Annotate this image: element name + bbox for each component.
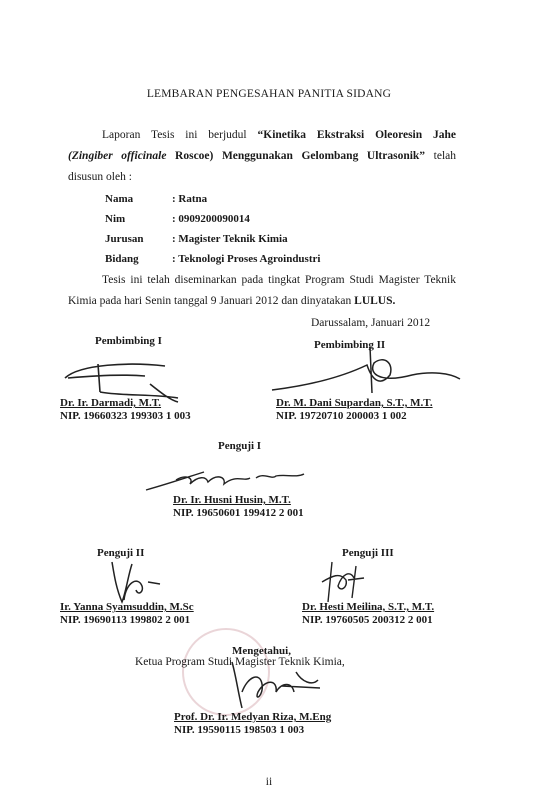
pembimbing1-role: Pembimbing I [95,335,162,347]
signature-ketua [222,652,322,714]
page-title: LEMBARAN PENGESAHAN PANITIA SIDANG [146,88,392,100]
signature-pembimbing2 [272,345,462,400]
pembimbing2-role: Pembimbing II [314,339,386,351]
pembimbing1-nip: NIP. 19660323 199303 1 003 [60,410,191,422]
penguji2-nip: NIP. 19690113 199802 2 001 [60,614,191,626]
statement-line-1 [68,270,456,291]
penguji2-role: Penguji II [97,547,145,559]
thesis-title-part2: Roscoe) Menggunakan Gelombang Ultrasonik” [175,150,426,162]
info-label-jurusan: Jurusan [105,233,144,245]
info-label-nama: Nama [105,193,134,205]
penguji3-nip: NIP. 19760505 200312 2 001 [302,614,433,626]
pembimbing1-name: Dr. Ir. Darmadi, M.T. [60,397,162,409]
intro-line-3: disusun oleh : [68,171,132,183]
info-value-nama: : Ratna [172,193,208,205]
result-lulus: LULUS. [354,295,396,307]
approval-name: Prof. Dr. Ir. Medyan Riza, M.Eng [174,711,332,723]
penguji3-role: Penguji III [342,547,394,559]
place-date: Darussalam, Januari 2012 [311,317,431,329]
penguji1-name: Dr. Ir. Husni Husin, M.T. [173,494,291,506]
pembimbing2-name: Dr. M. Dani Supardan, S.T., M.T. [276,397,433,409]
approval-heading: Mengetahui, [232,645,291,657]
penguji1-nip: NIP. 19650601 199412 2 001 [173,507,304,519]
statement-text-1: Tesis ini telah diseminarkan pada tingkat Program Studi Magister Teknik [102,274,456,286]
page-number: ii [265,776,273,788]
approval-nip: NIP. 19590115 198503 1 003 [174,724,305,736]
penguji2-name: Ir. Yanna Syamsuddin, M.Sc [60,601,194,613]
thesis-title-part1: “Kinetika Ekstraksi Oleoresin Jahe [257,129,456,141]
info-value-jurusan: : Magister Teknik Kimia [172,233,288,245]
info-label-bidang: Bidang [105,253,139,265]
approval-position: Ketua Program Studi Magister Teknik Kimia, [135,656,345,668]
penguji3-name: Dr. Hesti Meilina, S.T., M.T. [302,601,435,613]
penguji1-role: Penguji I [218,440,262,452]
intro-line-1 [68,125,456,146]
signature-penguji1 [146,468,306,494]
intro-suffix: telah [433,150,457,162]
info-label-nim: Nim [105,213,126,225]
info-value-nim: : 0909200090014 [172,213,250,225]
statement-text-2: Kimia pada hari Senin tanggal 9 Januari 2012 dan dinyatakan [68,295,355,307]
signature-penguji3 [318,558,378,604]
intro-prefix: Laporan Tesis ini berjudul [102,129,258,141]
info-value-bidang: : Teknologi Proses Agroindustri [172,253,321,265]
pembimbing2-nip: NIP. 19720710 200003 1 002 [276,410,407,422]
statement-line-2 [68,291,395,312]
intro-line-2 [68,146,456,167]
thesis-title-latin: (Zingiber officinale [68,150,167,162]
